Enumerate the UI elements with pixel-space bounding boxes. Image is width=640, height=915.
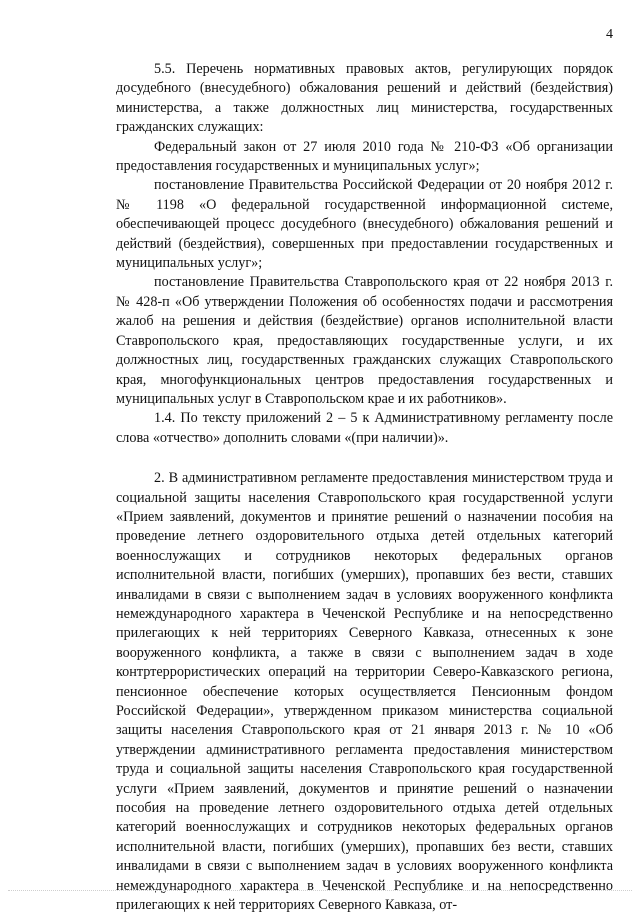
page-number: 4	[606, 27, 613, 42]
paragraph-stavropol-decree: постановление Правительства Ставропольского края от 22 ноября 2013 г. № 428-п «Об утверждении Положения об особенностях подачи и рассмотрения жалоб на решения и действия (бездействие) органов исполнительной власти Ставропольского края, предоставляющих государственные услуги, и их должностных лиц, государственных гражданских служащих Ставропольского края, многофункциональных центров предоставления государственных и муниципальных услуг в Ставропольском крае и их работников».	[116, 274, 613, 407]
paragraph-5-5: 5.5. Перечень нормативных правовых актов, регулирующих порядок досудебного (внесудебного) обжалования решений и действий (бездействия) министерства, а также должностных лиц министерства, государственных гражданских служащих:	[116, 61, 613, 136]
paragraph-rf-government-decree: постановление Правительства Российской Федерации от 20 ноября 2012 г. № 1198 «О федеральной государственной информационной системе, обеспечивающей процесс досудебного (внесудебного) обжалования решений и действий (бездействия), совершенных при предоставлении государственных и муниципальных услуг»;	[116, 177, 613, 272]
paragraph-federal-law: Федеральный закон от 27 июля 2010 года № 210-ФЗ «Об организации предоставления государственных и муниципальных услуг»;	[116, 138, 613, 175]
scan-edge-artifact	[8, 890, 632, 892]
paragraph-1-4: 1.4. По тексту приложений 2 – 5 к Административному регламенту после слова «отчество» дополнить словами «(при наличии)».	[116, 410, 613, 446]
paragraph-gap	[116, 448, 613, 469]
document-body	[116, 60, 613, 915]
paragraph-2: 2. В административном регламенте предоставления министерством труда и социальной защиты населения Ставропольского края государственной услуги «Прием заявлений, документов и принятие решений о назначении пособия на проведение летнего оздоровительного отдыха детей отдельных категорий военнослужащих и сотрудников некоторых федеральных органов исполнительной власти, погибших (умерших), пропавших без вести, ставших инвалидами в связи с выполнением задач в условиях вооруженного конфликта немеждународного характера в Чеченской Республике и на непосредственно прилегающих к ней территориях Северного Кавказа, отнесенных к зоне вооруженного конфликта, а также в связи с выполнением задач в ходе контртеррористических операций на территории Северо-Кавказского региона, пенсионное обеспечение которых осуществляется Пенсионным фондом Российской Федерации», утвержденном приказом министерства социальной защиты населения Ставропольского края от 21 января 2013 г. № 10 «Об утверждении административного регламента предоставления министерством труда и социальной защиты населения Ставропольского края государственной услуги «Прием заявлений, документов и принятие решений о назначении пособия на проведение летнего оздоровительного отдыха детей отдельных категорий военнослужащих и сотрудников некоторых федеральных органов исполнительной власти, погибших (умерших), пропавших без вести, ставших инвалидами в связи с выполнением задач в условиях вооруженного конфликта немеждународного характера в Чеченской Республике и на непосредственно прилегающих к ней территориях Северного Кавказа, от-	[116, 470, 613, 914]
